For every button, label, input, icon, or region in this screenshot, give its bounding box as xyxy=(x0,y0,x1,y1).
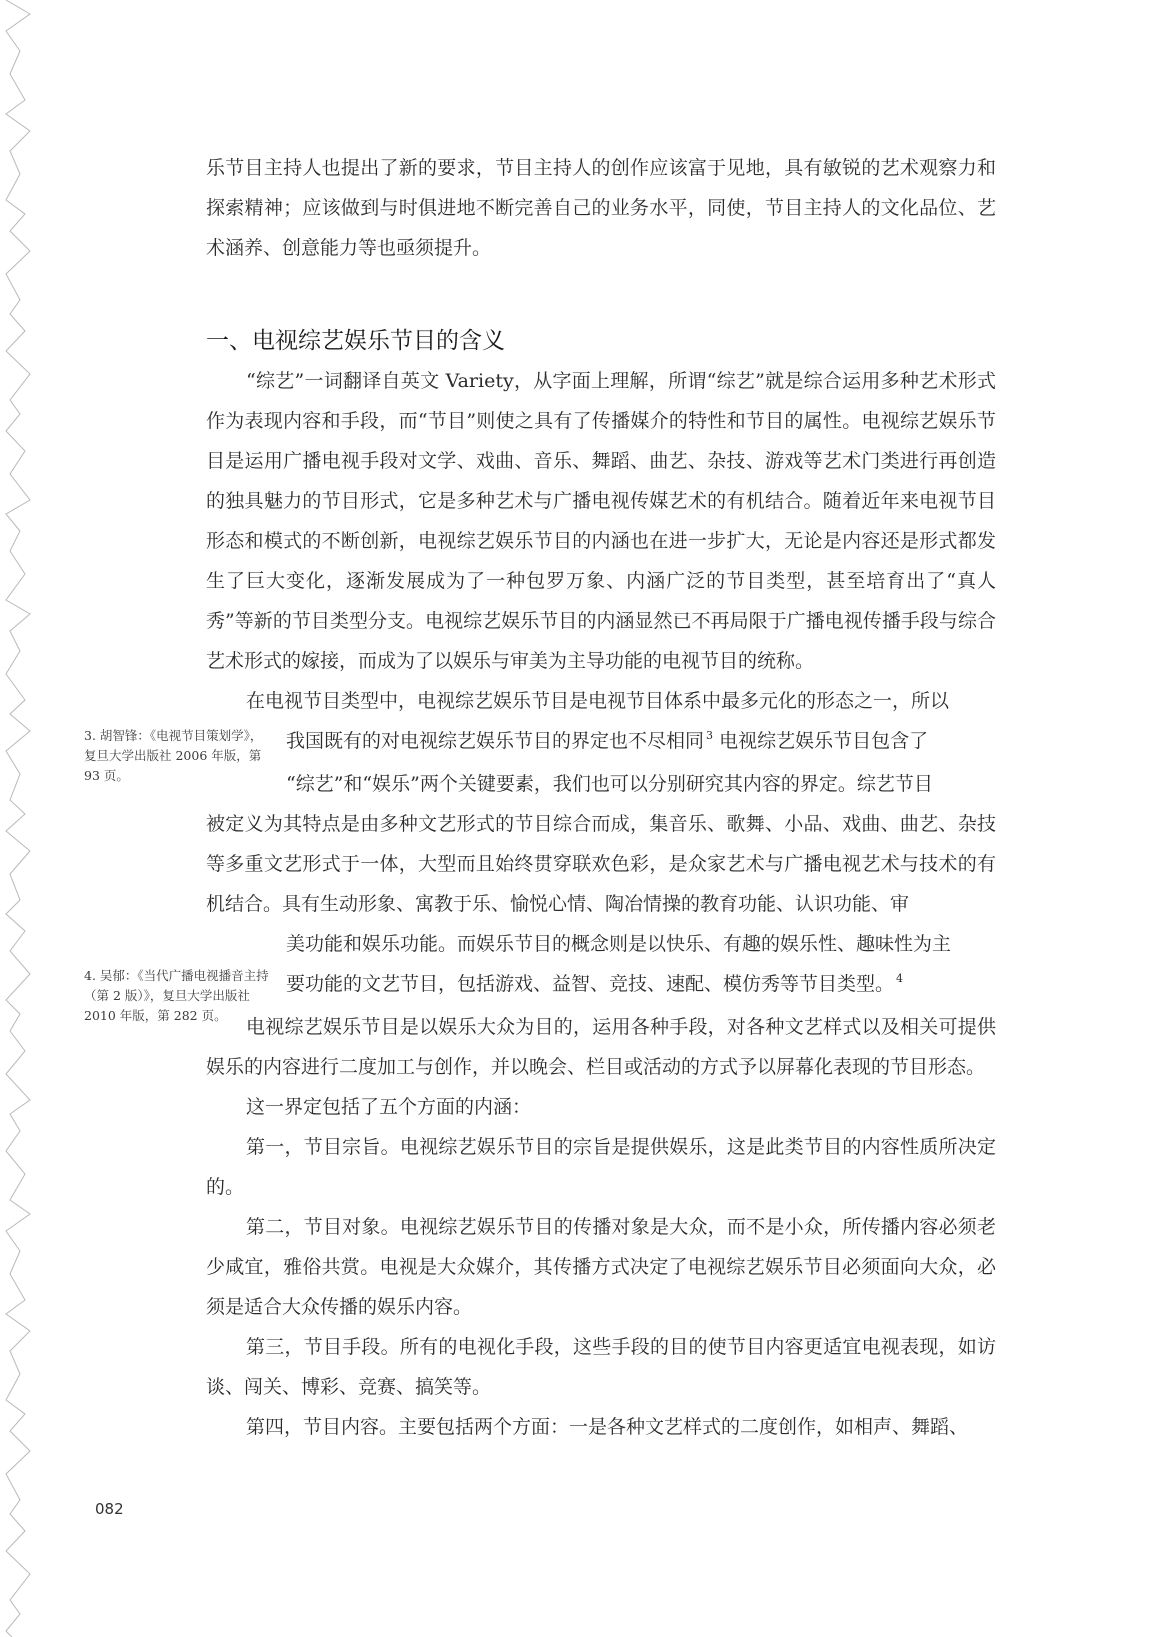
paragraph-2-line-9 xyxy=(206,964,996,1007)
paragraph-2-line-8: 美功能和娱乐功能。而娱乐节目的概念则是以快乐、有趣的娱乐性、趣味性为主 xyxy=(286,933,952,955)
section-1 xyxy=(84,321,996,1447)
paragraph-2-full-lines: 被定义为其特点是由多种文艺形式的节目综合而成，集音乐、歌舞、小品、戏曲、曲艺、杂技等多重文艺形式于一体，大型而且始终贯穿联欢色彩，是众家艺术与广播电视艺术与技术的有机结合。具有生动形象、寓教于乐、愉悦心情、陶冶情操的教育功能、认识功能、审 xyxy=(206,813,996,915)
paragraph-1: “综艺”一词翻译自英文 Variety，从字面上理解，所谓“综艺”就是综合运用多种艺术形式作为表现内容和手段，而“节目”则使之具有了传播媒介的特性和节目的属性。电视综艺娱乐节目是运用广播电视手段对文学、戏曲、音乐、舞蹈、曲艺、杂技、游戏等艺术门类进行再创造的独具魅力的节目形式，它是多种艺术与广播电视传媒艺术的有机结合。随着近年来电视节目形态和模式的不断创新，电视综艺娱乐节目的内涵也在进一步扩大，无论是内容还是形式都发生了巨大变化，逐渐发展成为了一种包罗万象、内涵广泛的节目类型，甚至培育出了“真人秀”等新的节目类型分支。电视综艺娱乐节目的内涵显然已不再局限于广播电视传播手段与综合艺术形式的嫁接，而成为了以娱乐与审美为主导功能的电视节目的统称。 xyxy=(206,370,996,672)
paragraph-4: 这一界定包括了五个方面的内涵： xyxy=(246,1096,532,1118)
paragraph-5: 第一，节目宗旨。电视综艺娱乐节目的宗旨是提供娱乐，这是此类节目的内容性质所决定的。 xyxy=(206,1136,996,1198)
paragraph-3: 电视综艺娱乐节目是以娱乐大众为目的，运用各种手段，对各种文艺样式以及相关可提供娱乐的内容进行二度加工与创作，并以晚会、栏目或活动的方式予以屏幕化表现的节目形态。 xyxy=(206,1016,996,1078)
paragraph-2 xyxy=(84,681,996,1023)
footnote-4: 4. 吴郁：《当代广播电视播音主持（第 2 版）》，复旦大学出版社 2010 年版，第 282 页。 xyxy=(84,968,269,1023)
section-heading: 一、电视综艺娱乐节目的含义 xyxy=(206,328,505,354)
paragraph-7: 第三，节目手段。所有的电视化手段，这些手段的目的使节目内容更适宜电视表现，如访谈、闯关、博彩、竞赛、搞笑等。 xyxy=(206,1336,996,1398)
footnote-3: 3. 胡智锋：《电视节目策划学》，复旦大学出版社 2006 年版，第 93 页。 xyxy=(84,728,263,783)
continuation-block xyxy=(206,148,996,268)
paragraph-8: 第四，节目内容。主要包括两个方面：一是各种文艺样式的二度创作，如相声、舞蹈、 xyxy=(246,1416,969,1438)
paragraph-2-text-a: 我国既有的对电视综艺娱乐节目的界定也不尽相同 xyxy=(286,730,705,752)
footnote-3-marker: 3 xyxy=(706,729,714,742)
paragraph-2-text-c: 要功能的文艺节目，包括游戏、益智、竞技、速配、模仿秀等节目类型。 xyxy=(286,973,895,995)
page-edge-decoration xyxy=(0,0,40,1637)
paragraph-2-line-2 xyxy=(206,721,996,764)
page-number: 082 xyxy=(95,1500,124,1518)
paragraph-2-line-3: “综艺”和“娱乐”两个关键要素，我们也可以分别研究其内容的界定。综艺节目 xyxy=(286,773,933,795)
footnote-4-marker: 4 xyxy=(896,972,904,985)
paragraph-2-line-1: 在电视节目类型中，电视综艺娱乐节目是电视节目体系中最多元化的形态之一，所以 xyxy=(246,690,950,712)
continuation-paragraph: 乐节目主持人也提出了新的要求，节目主持人的创作应该富于见地，具有敏锐的艺术观察力和探索精神；应该做到与时俱进地不断完善自己的业务水平，同使，节目主持人的文化品位、艺术涵养、创意能力等也亟须提升。 xyxy=(206,157,996,259)
paragraph-6: 第二，节目对象。电视综艺娱乐节目的传播对象是大众，而不是小众，所传播内容必须老少咸宜，雅俗共赏。电视是大众媒介，其传播方式决定了电视综艺娱乐节目必须面向大众，必须是适合大众传播的娱乐内容。 xyxy=(206,1216,996,1318)
paragraph-2-text-b: 电视综艺娱乐节目包含了 xyxy=(719,730,929,752)
